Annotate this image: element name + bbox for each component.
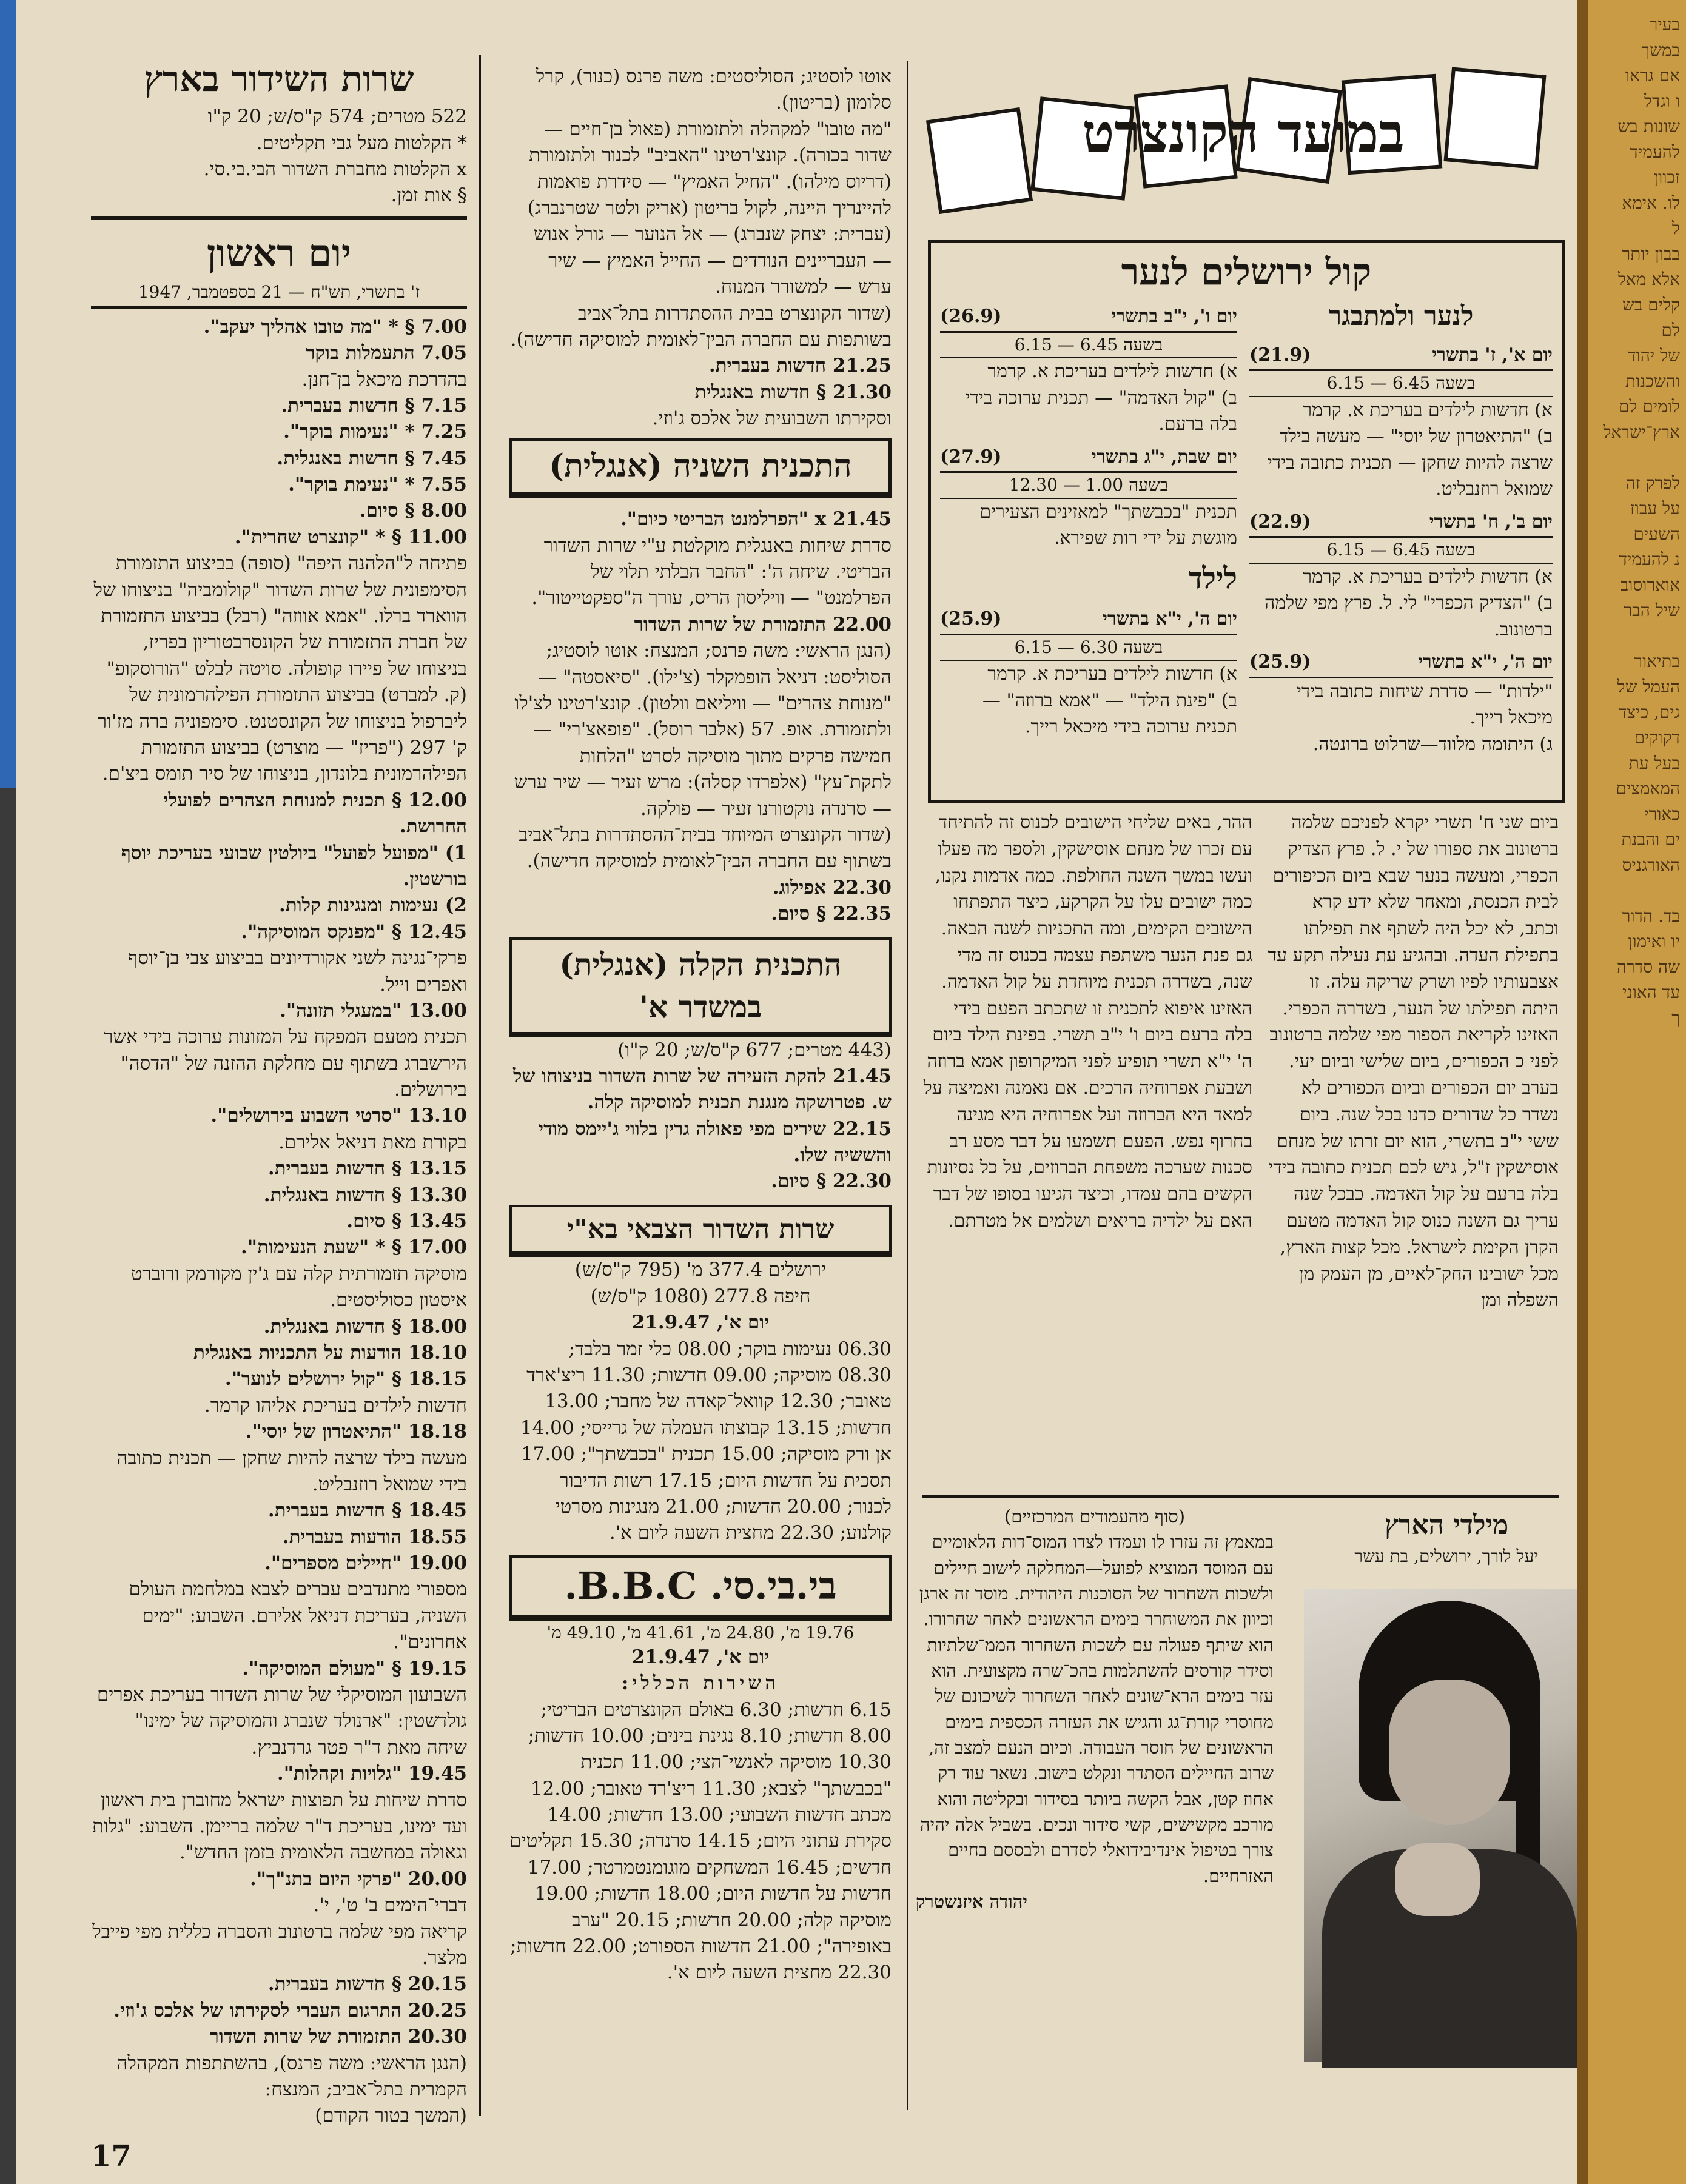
kol-date: יום ה', י"א בתשרי	[1418, 651, 1553, 673]
schedule-entry: חדשות לילדים בעריכת אליהו קרמר.	[204, 1394, 467, 1416]
schedule-entry: 13.00 "במעגלי תזונה".	[280, 999, 467, 1022]
schedule-entry: (המשך בטור הקודם)	[315, 2105, 467, 2127]
schedule-entry: 13.10 "סרטי השבוע בירושלים".	[210, 1105, 467, 1127]
program-entry: סדרת שיחות באנגלית מוקלטת ע"י שרות השדור הבריטי. שיחה ה': "החבר הבלתי תלוי של הפרלמנט" — וויליסון הריס, עורך ה"ספקטייטור".	[531, 534, 892, 609]
facing-page-text: בעיר במשך אם גראו ו וגדל שונות בש להעמיד זכוון לו. אימא ל בבון יותר אלא מאל קלים בש לם של יהוד והשכנות לומים לם ארץ־ישראל לפרק זה על עבוז השעים נ להעמיד אוארוסוב שיל הבר בתיאור העמל של גים, כיצד דקוקים בעל עת המאמצים כאורי ים והבנת האורגניס בד. הדור יו ואימון שה סדרה עד האוני ך	[1603, 15, 1680, 1028]
schedule-entry: 13.15 § חדשות בעברית.	[267, 1157, 467, 1180]
schedule-entry: דברי־הימים ב' ט', י'.	[313, 1894, 467, 1917]
program-entry: 22.35 § סיום.	[771, 903, 892, 925]
program-entry: (שדור הקונצרט המיוחד בבית־ההסתדרות בתל־אביב בשתוף עם החברה הבין־לאומית למוסיקה חדישה).	[519, 823, 892, 873]
schedule-entry: 8.00 § סיום.	[359, 500, 467, 522]
page-number: 17	[91, 2139, 132, 2173]
kol-line: "ילדות" — סדרת שיחות כתובה בידי מיכאל רייך.	[1297, 680, 1553, 729]
station-intro-line: * הקלטות מעל גבי תקליטים.	[256, 132, 467, 154]
kol-hour: בשעה 6.30 — 6.15	[940, 635, 1237, 662]
schedule-entry: (הנגן הראשי: משה פרנס), בהשתתפות המקהלה הקמרית בתל־אביב; המנצח:	[116, 2052, 467, 2100]
program-entry: אוטו לוסטיג; הסוליסטים: משה פרנס (כנור), קרל סלומון (בריטון).	[536, 65, 892, 114]
schedule-entry: תכנית מטעם המפקח על המזונות ערוכה בידי אשר הירשברג בשתוף עם מחלקת ההזנה של "הדסה" בירושלים.	[104, 1026, 467, 1101]
column-divider-2	[907, 61, 908, 2110]
divider-3	[922, 1495, 1559, 1498]
schedule-entry: מספורי מתנדבים עברים לצבא במלחמת העולם השניה, בעריכת דניאל אלירם. השבוע: "ימים אחרונים".	[129, 1578, 467, 1653]
photo-header	[1304, 1507, 1577, 1568]
kol-date: יום ו', י"ב בתשרי	[1111, 306, 1237, 327]
army-frequencies	[509, 1257, 892, 1310]
kol-left-column	[940, 297, 1237, 740]
schedule-entry: 17.00 § * "שעת הנעימות".	[241, 1236, 467, 1259]
kol-line: א) חדשות לילדים בעריכת א. קרמר	[1303, 399, 1553, 421]
binding-spine-blue	[0, 0, 16, 788]
schedule-entry: 19.15 § "מעולם המוסיקה".	[242, 1657, 467, 1680]
program-entry: "מה טובו" למקהלה ולתזמורת (פאול בן־חיים — שדור בכורה). קונצ'רטינו "האביב" לכנור ולתזמורת (דריוס מילהו). "החיל האמיץ" — סידרת פואמות להיינריך היינה, לקול בריטון (אריק ולטר שטרנברג) (עברית: יצחק שנברג) — אל הנוער — גורל אנוש — העבריינים הנודדים — החייל האמיץ — שיר ערש — למשורר המנוח.	[527, 118, 892, 298]
program-entry: 21.45 להקת הזעירה של שרות השדור בניצוחו של ש. פטרושקה מנגנת תכנית למוסיקה קלה.	[512, 1065, 892, 1114]
kol-greg-date: (25.9)	[940, 608, 1002, 630]
schedule-entry: 13.45 § סיום.	[346, 1210, 467, 1233]
schedule-entry: 7.00 § * "מה טובו אהליך יעקב".	[203, 315, 467, 338]
kol-hour: בשעה 6.45 — 6.15	[1249, 371, 1553, 397]
program-entry: 22.30 § סיום.	[771, 1170, 892, 1193]
bbc-frequencies: 19.76 מ', 24.80 מ', 41.61 מ', 49.10 מ'	[546, 1622, 855, 1643]
army-date: יום א', 21.9.47	[631, 1311, 770, 1334]
light-program-list	[509, 1037, 892, 1195]
kol-date-row	[940, 444, 1237, 474]
logo-text: במועד הקונצרט	[1082, 101, 1405, 164]
station-intro-line: § אות זמן.	[391, 184, 467, 207]
kol-greg-date: (25.9)	[1249, 651, 1311, 673]
kol-line: תכנית "בכבשתך" למאזינים הצעירים מוגשת על ידי רות שפירא.	[979, 501, 1237, 549]
schedule-entry: קריאה מפי שלמה ברטונוב והסברה כללית מפי פייבל מלצר.	[92, 1920, 467, 1969]
kol-right-column	[1249, 297, 1553, 757]
schedule-entry: 18.18 "התיאטרון של יוסי".	[245, 1421, 467, 1443]
program-entry: 21.45 x "הפרלמנט הבריטי כיום".	[620, 508, 892, 531]
section-logo-books	[922, 49, 1565, 230]
schedule-entry: 18.10 הודעות על התכניות באנגלית	[193, 1341, 467, 1364]
kol-line: א) חדשות לילדים בעריכת א. קרמר	[987, 663, 1237, 685]
schedule-entry: מעשה בילד שרצה להיות שחקן — תכנית כתובה בידי שמואל רוזנבליט.	[116, 1447, 467, 1495]
schedule-entry: 19.00 "חיילים מספרים".	[264, 1552, 467, 1575]
light-program-title	[509, 937, 892, 1037]
kol-line: ב) "התיאטרון של יוסי" — מעשה בילד שרצה להיות שחקן — תכנית כתובה בידי שמואל רוזנבליט.	[1268, 426, 1553, 500]
schedule-entry: 12.45 § "מפנקס המוסיקה".	[241, 920, 467, 943]
schedule-entry: השבועון המוסיקלי של שרות השדור בעריכת אפרים גולדשטין: "ארנולד שנברג והמוסיקה של ימינו" שיחה מאת ד"ר פטר גרדנביץ.	[96, 1684, 467, 1758]
kol-hour: בשעה 6.45 — 6.15	[940, 333, 1237, 359]
army-frequency: ירושלים 377.4 מ' (795 ק"ס/ש)	[574, 1259, 827, 1281]
schedule-entry: 20.30 התזמורת של שרות השדור	[209, 2026, 467, 2048]
article-right: ביום שני ח' תשרי יקרא לפניכם שלמה ברטונוב את ספורו של י. ל. פרץ הצדיק הכפרי, ומעשה בנער שבא ביום הכיפורים לבית הכנסת, ומאחר שלא ידע קרא וכתב, לא יכל היה לשתף את תפילתו בתפילת העדה. ובהגיע עת נעילה תקע עד אצבעותיו לפיו ושרק שריקה עלה. זו היתה תפילתו של הנער, בשדרה הכפרי. האזינו לקריאת הספור מפי שלמה ברטונוב לפני כ הכפורים, ביום שלישי וביום יעי. בערב יום הכפורים וביום הכפורים לא נשדר כל שדורים כדנו בכל שנה. ביום ששי י"ב בתשרי, הוא יום זרתו של מנחם אוסישקין ז"ל, גיש לכם תכנית כתובה בידי בלה ברעם על קול האדמה. כבכל שנה עריך גם השנה כנוס קול האדמה מטעם הקרן הקימת לישראל. מכל קצות הארץ, מכל ישובינו החק־לאיים, מן העמק מן השפלה ומן	[1268, 812, 1559, 1311]
kol-title: קול ירושלים לנער	[1121, 251, 1372, 293]
kol-line: א) חדשות לילדים בעריכת א. קרמר	[987, 361, 1237, 383]
program-entry: 21.25 חדשות בעברית.	[708, 355, 892, 377]
program-entry: (שדור הקונצרט בבית ההסתדרות בתל־אביב בשותפות עם החברה הבין־לאומית למוסיקה חדישה).	[510, 302, 892, 350]
kol-subheading: לילד	[1188, 561, 1237, 595]
program-entry: (הנגן הראשי: משה פרנס; המנצח: אוטו לוסטיג; הסוליסט: דניאל הופמקלר (צ'ילו). "סיאסטה" — "מנוחת צהרים" — וויליאם וולטון). קונצ'רטינו לצ'לו ולתזמורת. אופ. 57 (אלבר רוסל). "פופאצ'רי" — חמישה פרקים מתוך מוסיקה לסרט "הלחות לתקת־עץ" (אלפרדו קסלה): מרש זעיר — שיר ערש — סרנדה נוקטורנו זעיר — פולקה.	[514, 640, 892, 820]
army-station-title: שרות השדור הצבאי בא"י	[509, 1205, 892, 1258]
article-2	[916, 1504, 1274, 1914]
column-divider	[479, 55, 481, 2116]
army-entry: 06.30 נעימות בוקר; 08.00 כלי זמר בלבד; 08.30 מוסיקה; 09.00 חדשות; 11.30 ריצ'ארד טאובר; 12.30 קוואל־קאדה של מחבר; 13.00 חדשות; 13.15 קבוצתו העמלה של גרייסי; 14.00 אן ורק מוסיקה; 15.00 תכנית "בכבשתך"; 17.00 תסכית על חדשות היום; 17.15 רשות הדיבור לכנור; 20.00 חדשות; 21.00 מנגינות מסרטי קולנוע; 22.30 מחצית השעה ליום א'.	[520, 1338, 892, 1544]
schedule-entry: פרקי־נגינה לשני אקורדיונים בביצוע צבי בן־יוסף ואפרים וייל.	[128, 947, 467, 996]
schedule-entry: 18.15 § "קול ירושלים לנוער".	[224, 1368, 467, 1390]
program-entry: 22.00 התזמורת של שרות השדור	[634, 613, 892, 635]
column-radio-schedule	[91, 55, 467, 2129]
program-entry: 22.15 שירים מפי פאולה גרין בלווי ג'יימס מודי והששיה שלו.	[538, 1117, 892, 1167]
schedule-entry: 20.25 התרגום העברי לסקירתו של אלכס ג'וזי.	[113, 1999, 467, 2022]
kol-date-row	[1249, 509, 1553, 538]
program-entry: 22.30 אפילוג.	[772, 876, 892, 899]
schedule-entry: 18.00 § חדשות באנגלית.	[263, 1315, 467, 1338]
program-entry: (443 מטרים; 677 ק"ס/ש; 20 ק"ו)	[617, 1039, 892, 1061]
schedule-entry: 11.00 § * "קונצרט שחרית".	[234, 526, 467, 548]
schedule-entry: בקורת מאת דניאל אלירם.	[278, 1131, 467, 1153]
facing-page	[1577, 0, 1686, 2184]
schedule-entry: 18.55 הודעות בעברית.	[282, 1526, 467, 1548]
light-title-line1: התכנית הקלה (אנגלית)	[559, 946, 842, 982]
schedule-entry: 12.00 § תכנית למנוחת הצהרים לפועלי החרושת.	[163, 789, 467, 838]
schedule-entry: 7.25 * "נעימות בוקר".	[283, 421, 467, 443]
kol-date-row	[1249, 342, 1553, 372]
kol-line: ג) היתומה מלווד—שרלוט ברונטה.	[1312, 733, 1553, 755]
kol-hour: בשעה 6.45 — 6.15	[1249, 538, 1553, 564]
station-intro-line: 522 מטרים; 574 ק"ס/ש; 20 ק"ו	[207, 106, 467, 128]
bbc-title: בי.בי.סי. B.B.C.	[509, 1555, 892, 1621]
article2-head: (סוף מהעמודים המרכזיים)	[1004, 1506, 1186, 1527]
kol-line: ב) "קול האדמה" — תכנית ערוכה בידי בלה ברעם.	[965, 387, 1237, 435]
photo-caption: יעל לורך, ירושלים, בת עשר	[1354, 1546, 1539, 1566]
article2-author: יהודה איזנשטרק	[916, 1891, 1027, 1912]
kol-greg-date: (27.9)	[940, 446, 1002, 467]
binding-spine-dark	[0, 788, 16, 2184]
kol-date: יום ב', ח' בתשרי	[1429, 511, 1553, 532]
program-entry: 21.30 § חדשות באנגלית	[694, 381, 892, 403]
schedule-entry: 7.15 § חדשות בעברית.	[281, 394, 467, 417]
bbc-date: יום א', 21.9.47	[631, 1646, 770, 1668]
top-programs	[509, 64, 892, 432]
bbc-service: השירות הכללי:	[621, 1672, 780, 1695]
schedule-list	[91, 314, 467, 2129]
schedule-entry: 7.45 § חדשות באנגלית.	[277, 447, 467, 469]
article-left: ההר, באים שליחי הישובים לכנוס זה להתיחד עם זכרו של מנחם אוסישקין, ולספר מה פעלו ועשו במשך השנה החולפת. כמה אדמות נקנו, כמה ישובים עלו על הקרקע, כיצד התפתחו הישובים הקימים, ומה התכניות לשנה הבאה. גם פנת הנער משתפת עצמה בכנוס זה מדי שנה, בשדרה תכנית מיוחדת על קול האדמה. האזינו איפוא לתכנית זו שתכתב הפעם בידי בלה ברעם ביום ו' י"ב תשרי. בפינת הילד ביום ה' י"א תשרי תופיע לפני המיקרופון אמא ברוזה ושבעת אפרוחיה הרכים. אם נאמנה ואמיצה על למאד היא הברוזה ועל אפרוחיה היא מגינה בחרוף נפש. הפעם תשמעו על דבר מסע רב סכנות שערכה משפחת הברוזים, על כל נסיונות הקשים בהם עמדו, וכיצד הגיעו בסופו של דבר האם על ילדיה בריאים ושלמים אל מטרתם.	[923, 812, 1252, 1231]
kol-date: יום א', ז' בתשרי	[1432, 344, 1553, 366]
schedule-entry: סדרת שיחות על תפוצות ישראל מחוברן בית ראשון ועד ימינו, בעריכת ד"ר שלמה בריימן. השבוע: "גלות וגאולה במחשבה הלאומית בזמן החדש".	[92, 1789, 467, 1864]
kol-line: ב) "הצדיק הכפרי" לי. ל. פרץ מפי שלמה ברטונוב.	[1264, 592, 1553, 640]
schedule-entry: מוסיקה תזמורתית קלה עם ג'ין מקורמק ורוברט איסטון כסוליסטים.	[130, 1262, 467, 1311]
kol-greg-date: (21.9)	[1249, 344, 1311, 366]
schedule-entry: 19.45 "גלויות וקהלות".	[277, 1763, 467, 1785]
schedule-entry: 18.45 § חדשות בעברית.	[267, 1499, 467, 1522]
kol-greg-date: (22.9)	[1249, 511, 1311, 532]
kol-date: יום שבת, י"ג בתשרי	[1091, 446, 1237, 467]
schedule-entry: 2) נעימות ומנגינות קלות.	[279, 894, 467, 917]
schedule-entry: פתיחה ל"הלהנה היפה" (סופה) בביצוע התזמורת הסימפונית של שרות השדור "קולומביה" בניצוחו של הווארד ברלו. "אמא אווזה" (רבל) בביצוע התזמורת של חברת התזמורת של הקונסרבטוריון בפריז, בניצוחו של פיירו קופולה. סויטה לבלט "הורוסקופ" (ק. למברט) בביצוע התזמורת הפילהרמונית של ליברפול בניצוחו של הקונסטנט. סימפוניה ברה מז'ור ק' 297 ("פריז" — מוצרט) בביצוע התזמורת הפילהרמונית בלונדון, בניצוחו של סיר תומס ביצ'ם.	[93, 552, 467, 785]
kol-line: ב) "פינת הילד" — "אמא ברוזה" — תכנית ערוכה בידי מיכאל רייך.	[982, 689, 1237, 738]
divider	[91, 216, 467, 220]
station-header: שרות השידור בארץ	[144, 58, 414, 99]
schedule-entry: 20.00 "פרקי היום בתנ"ך".	[250, 1867, 467, 1890]
day-title: יום ראשון	[206, 230, 352, 275]
program-entry: וסקירתו השבועית של אלכס ג'וזי.	[652, 407, 892, 430]
schedule-entry: 7.55 * "נעימת בוקר".	[288, 474, 467, 496]
photo-title: מילדי הארץ	[1384, 1510, 1509, 1541]
army-frequency: חיפה 277.8 (1080 ק"ס/ש)	[590, 1285, 811, 1307]
kol-date-row	[940, 606, 1237, 635]
bbc-schedule	[509, 1697, 892, 1986]
kol-greg-date: (26.9)	[940, 306, 1002, 327]
second-program-title: התכנית השניה (אנגלית)	[509, 438, 892, 498]
station-intro	[91, 104, 467, 209]
bbc-entry: 6.15 חדשות; 6.30 באולם הקונצרטים הבריטי; 8.00 חדשות; 8.10 נגינת בינים; 10.00 חדשות; 10.30 מוסיקה לאנשי־הצי; 11.00 תכנית "בכבשתך" לצבא; 11.30 ריצ'רד טאובר; 12.00 מכתב חדשות השבועי; 13.00 חדשות; 14.00 סקירת עתוני היום; 14.15 סרנדה; 15.30 תקליטים חדשים; 16.45 המשחקים מוגומנטמרטר; 17.00 חדשות על חדשות היום; 18.00 חדשות; 19.00 מוסיקה קלה; 20.00 חדשות; 20.15 "ערב באופירה"; 21.00 חדשות הספורט; 22.00 חדשות; 22.30 מחצית השעה ליום א'.	[509, 1698, 892, 1984]
article2-body: במאמץ זה עזרו לו ועמדו לצדו המוס־דות הלאומיים עם המוסד המוציא לפועל—המחלקה לישוב חיילים ולשכות השחרור של הסוכנות היהודית. מוסד זה ארגן וכיוון את המשוחרר בימים הראשונים לאחר שחרורו. הוא שיתף פעולה עם לשכות השחרור הממ־שלתיות וסידר קורסים להשתלמות בהכ־שרה מקצועית. הוא עזר בימים הרא־שונים לאחר השחרור לשיכונם של מחוסרי קורת־גג והגיש את העזרה הכספית בימים הראשונים של חוסר העבודה. וכיום הנעם למצב זה, שרוב החיילים הסתדר ונקלט בישוב. נשאר עוד רק אחוז קטן, אבל הקשה ביותר בסידור ובקליטה והוא מורכב מקשישים, קשי סידור ונכים. בשביל אלה יהיה צורך בטיפול אינדיבידואלי לסדרם ולבססם בחיים האזרחיים.	[919, 1532, 1274, 1886]
kol-subheading: לנער ולמתבגר	[1328, 301, 1474, 332]
schedule-entry: 1) "מפועל לפועל" ביולטין שבועי בעריכת יוסף בורשטין.	[121, 842, 467, 890]
photo-hands-recorder	[1395, 1843, 1480, 1916]
schedule-entry: בהדרכת מיכאל בן־חנן.	[301, 368, 467, 390]
photo-face	[1389, 1680, 1510, 1825]
kol-line: א) חדשות לילדים בעריכת א. קרמר	[1303, 566, 1553, 588]
second-program-list	[509, 506, 892, 927]
schedule-entry: 13.30 § חדשות באנגלית.	[263, 1184, 467, 1206]
schedule-entry: 20.15 § חדשות בעברית.	[267, 1973, 467, 1995]
kol-hour: בשעה 1.00 — 12.30	[940, 473, 1237, 499]
column-programs	[509, 64, 892, 1986]
kol-date: יום ה', י"א בתשרי	[1103, 608, 1237, 630]
kol-jerusalem-box	[928, 240, 1565, 803]
day-date: ז' בתשרי, תש"ח — 21 בספטמבר, 1947	[91, 280, 467, 309]
schedule-entry: 7.05 התעמלות בוקר	[306, 342, 467, 364]
girl-with-recorder-photo	[1304, 1589, 1577, 2062]
kol-date-row	[1249, 649, 1553, 678]
light-title-line2: במשדר א'	[639, 988, 762, 1025]
army-schedule	[509, 1336, 892, 1547]
station-intro-line: x הקלטות מחברת השדור הבי.בי.סי.	[203, 158, 467, 180]
kol-date-row	[940, 303, 1237, 333]
